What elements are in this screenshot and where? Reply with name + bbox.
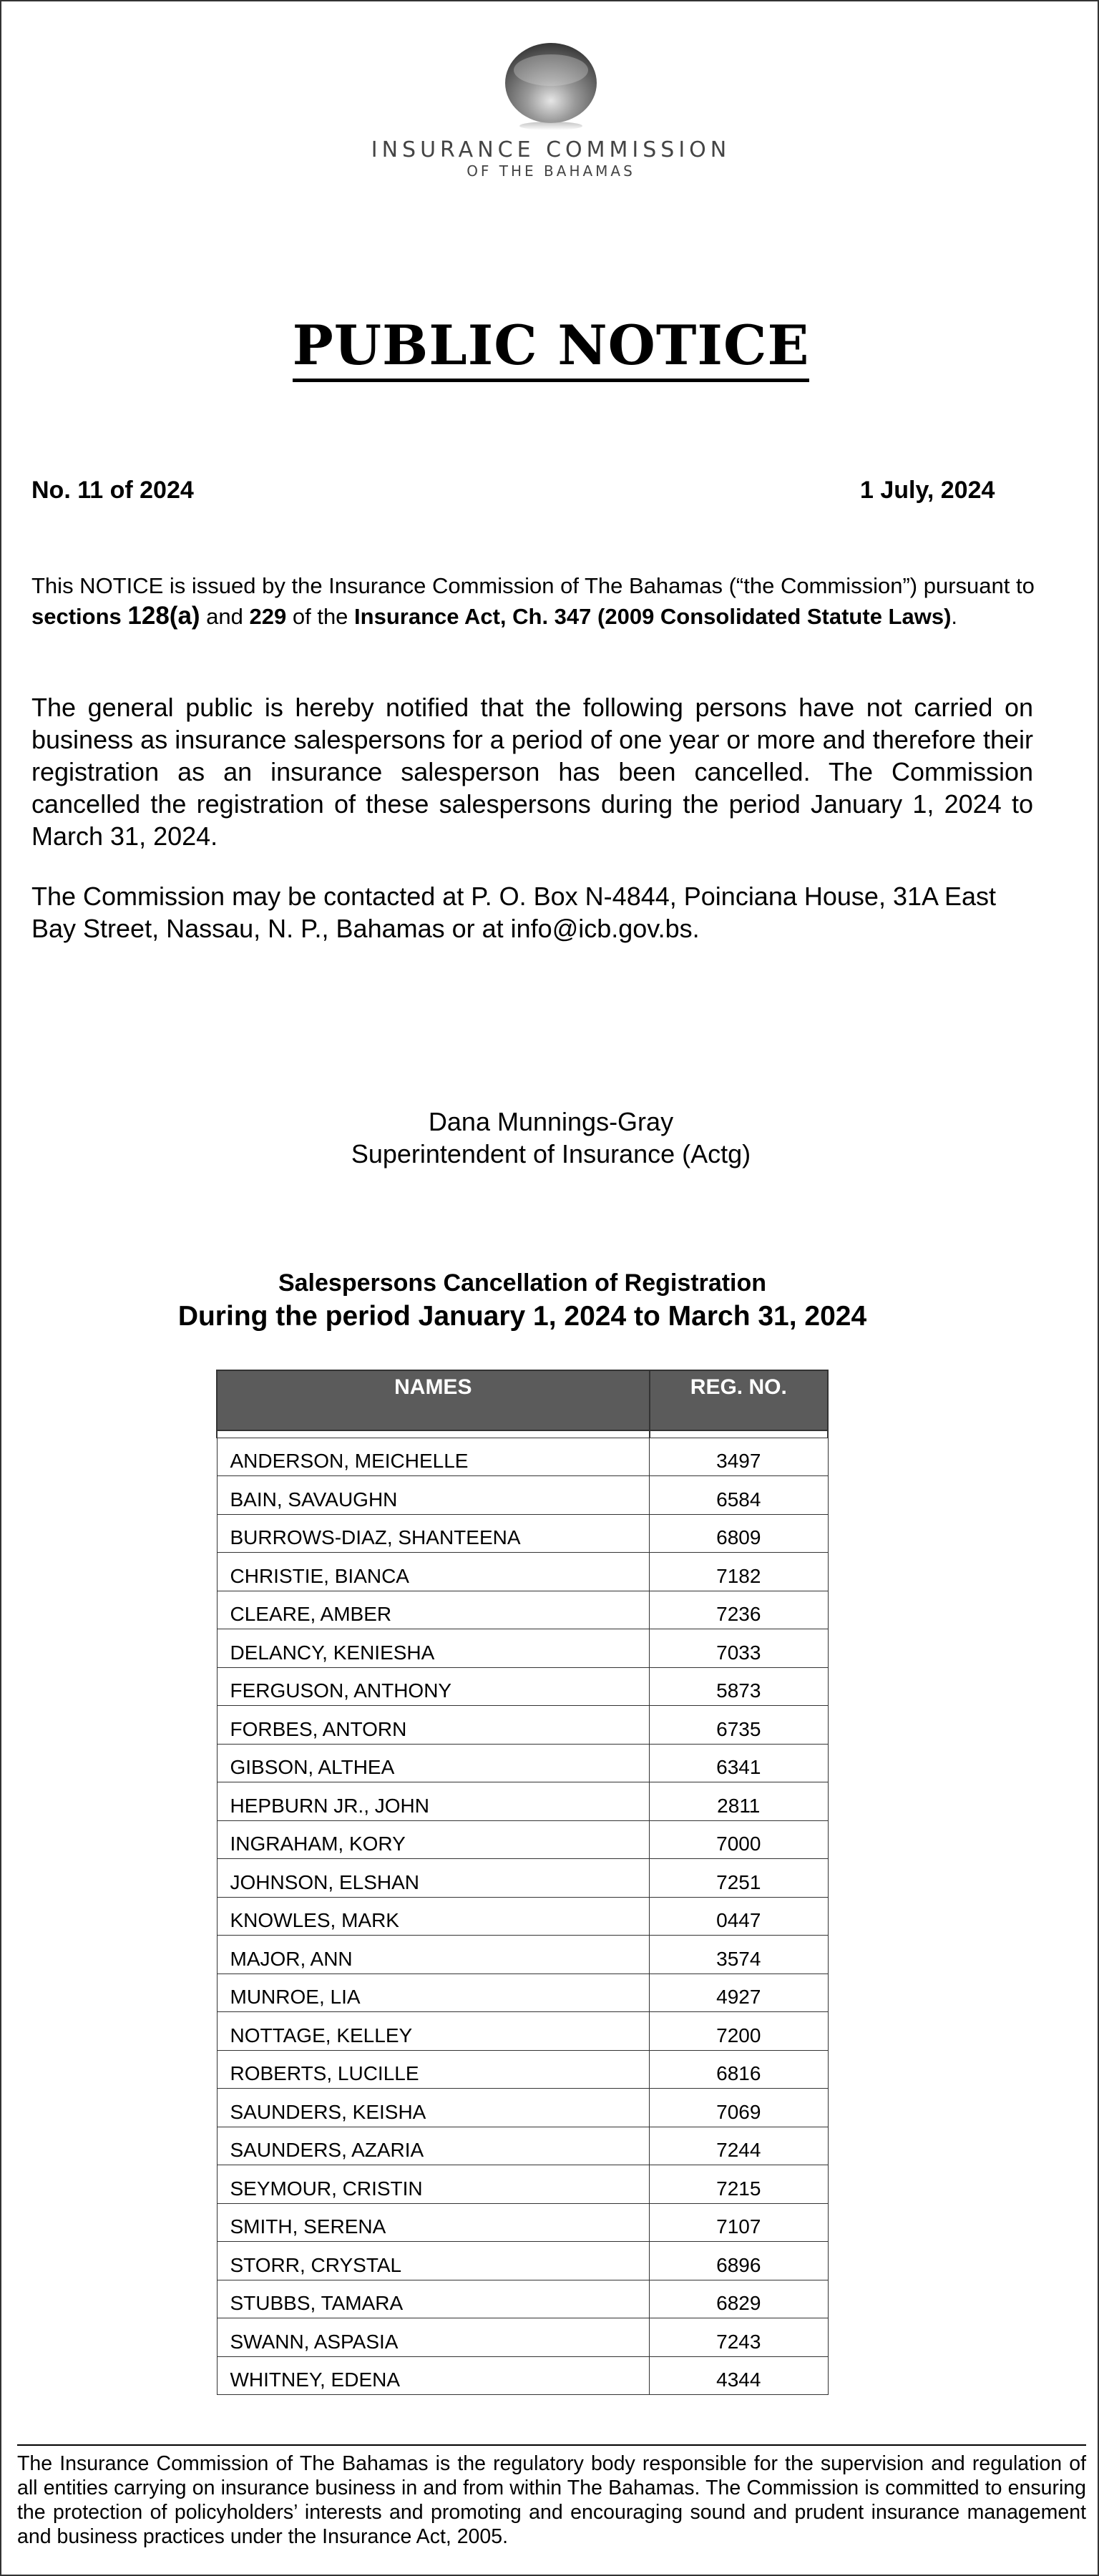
salesperson-name: STUBBS, TAMARA [217,2280,650,2318]
salesperson-name: FERGUSON, ANTHONY [217,1667,650,1706]
registration-number: 7244 [650,2127,828,2165]
registration-table-body [217,1430,828,2395]
intro-text-c: of the [286,604,355,629]
salesperson-name: FORBES, ANTORN [217,1706,650,1745]
registration-number: 7243 [650,2318,828,2357]
salesperson-name: NOTTAGE, KELLEY [217,2012,650,2051]
footer-statement: The Insurance Commission of The Bahamas is the regulatory body responsible for the supervision and regulation of all entities carrying on insurance business in and from within The Bahamas. The Commission is committed to ensuring the protection of policyholders’ interests and promoting and encouraging sound and prudent insurance management and business practices under the Insurance Act, 2005. [17,2444,1086,2549]
signatory-name: Dana Munnings-Gray [428,1107,674,1136]
table-row [217,2356,828,2395]
commission-logo [1,42,1099,180]
registration-number: 7033 [650,1629,828,1668]
table-row [217,2127,828,2165]
salesperson-name: SAUNDERS, KEISHA [217,2089,650,2127]
notification-paragraph: The general public is hereby notified that the following persons have not carried on business as insurance salespersons for a period of one year or more and therefore their registration as an insurance salesperson has been cancelled. The Commission cancelled the registration of these salespersons during the period January 1, 2024 to March 31, 2024. [31,693,1033,851]
table-row [217,1438,828,1476]
table-row [217,2203,828,2242]
registration-number: 3574 [650,1936,828,1974]
table-header-row [217,1370,828,1430]
registration-number: 4927 [650,1974,828,2012]
table-row [217,1514,828,1553]
table-row [217,2318,828,2357]
logo-name-line: INSURANCE COMMISSION [371,137,731,162]
registration-number: 6584 [650,1476,828,1515]
salesperson-name: MUNROE, LIA [217,1974,650,2012]
names-column-header: NAMES [217,1370,650,1430]
table-row [217,1591,828,1629]
salesperson-name: ANDERSON, MEICHELLE [217,1438,650,1476]
table-row [217,1744,828,1782]
salesperson-name: JOHNSON, ELSHAN [217,1859,650,1898]
salesperson-name: BAIN, SAVAUGHN [217,1476,650,1515]
salesperson-name: ROBERTS, LUCILLE [217,2050,650,2089]
table-row [217,1859,828,1898]
intro-text-d: . [951,604,958,629]
table-row [217,1974,828,2012]
salesperson-name: GIBSON, ALTHEA [217,1744,650,1782]
intro-paragraph [31,571,1040,632]
page-title-text: PUBLIC NOTICE [293,313,810,382]
intro-text-b: and [200,604,250,629]
salesperson-name: CHRISTIE, BIANCA [217,1553,650,1591]
salesperson-name: SWANN, ASPASIA [217,2318,650,2357]
table-spacer-row [217,1430,828,1438]
registration-number: 7069 [650,2089,828,2127]
registration-table [216,1370,829,2395]
notice-date: 1 July, 2024 [860,477,995,504]
signatory-title: Superintendent of Insurance (Actg) [351,1139,751,1169]
salesperson-name: STORR, CRYSTAL [217,2242,650,2280]
table-row [217,1706,828,1745]
registration-number: 6829 [650,2280,828,2318]
logo-subname-line: OF THE BAHAMAS [467,162,635,180]
registration-number: 5873 [650,1667,828,1706]
registration-number: 7251 [650,1859,828,1898]
table-row [217,1476,828,1515]
salesperson-name: MAJOR, ANN [217,1936,650,1974]
table-row [217,2242,828,2280]
salesperson-name: BURROWS-DIAZ, SHANTEENA [217,1514,650,1553]
sphere-logo-icon [501,42,601,133]
registration-number: 7107 [650,2203,828,2242]
registration-number: 6341 [650,1744,828,1782]
intro-act: Insurance Act, Ch. 347 (2009 Consolidated Statute Laws) [354,604,952,629]
registration-number: 7182 [650,1553,828,1591]
table-row [217,2165,828,2204]
registration-number: 0447 [650,1897,828,1936]
registration-number: 7236 [650,1591,828,1629]
registration-number: 4344 [650,2356,828,2395]
registration-number: 6896 [650,2242,828,2280]
intro-section-b: 229 [249,604,287,629]
table-row [217,1936,828,1974]
spacer-cell [217,1430,650,1438]
registration-number: 7000 [650,1820,828,1859]
notice-number: No. 11 of 2024 [31,477,194,504]
registration-number: 7200 [650,2012,828,2051]
table-row [217,2050,828,2089]
registration-number: 2811 [650,1782,828,1821]
table-row [217,2012,828,2051]
spacer-cell [650,1430,828,1438]
salesperson-name: DELANCY, KENIESHA [217,1629,650,1668]
salesperson-name: SMITH, SERENA [217,2203,650,2242]
registration-number: 3497 [650,1438,828,1476]
salesperson-name: HEPBURN JR., JOHN [217,1782,650,1821]
reg-no-column-header: REG. NO. [650,1370,828,1430]
table-row [217,1820,828,1859]
table-subtitle: During the period January 1, 2024 to March 31, 2024 [177,1301,867,1332]
table-row [217,1667,828,1706]
salesperson-name: SAUNDERS, AZARIA [217,2127,650,2165]
intro-text-a: This NOTICE is issued by the Insurance Commission of The Bahamas (“the Commission”) pursuant to [31,573,1035,598]
contact-paragraph: The Commission may be contacted at P. O. Box N-4844, Poinciana House, 31A East Bay Street, Nassau, N. P., Bahamas or at info@icb.gov.bs. [31,882,997,943]
registration-number: 6816 [650,2050,828,2089]
table-row [217,1629,828,1668]
salesperson-name: WHITNEY, EDENA [217,2356,650,2395]
registration-number: 6809 [650,1514,828,1553]
table-row [217,2280,828,2318]
table-title: Salespersons Cancellation of Registration [278,1269,767,1297]
table-row [217,1553,828,1591]
salesperson-name: CLEARE, AMBER [217,1591,650,1629]
salesperson-name: INGRAHAM, KORY [217,1820,650,1859]
table-row [217,1782,828,1821]
table-row [217,1897,828,1936]
intro-sections-word: sections [31,604,128,629]
page-title [1,313,1099,377]
registration-number: 7215 [650,2165,828,2204]
salesperson-name: KNOWLES, MARK [217,1897,650,1936]
table-row [217,2089,828,2127]
intro-section-a: 128(a) [127,602,200,630]
salesperson-name: SEYMOUR, CRISTIN [217,2165,650,2204]
registration-number: 6735 [650,1706,828,1745]
